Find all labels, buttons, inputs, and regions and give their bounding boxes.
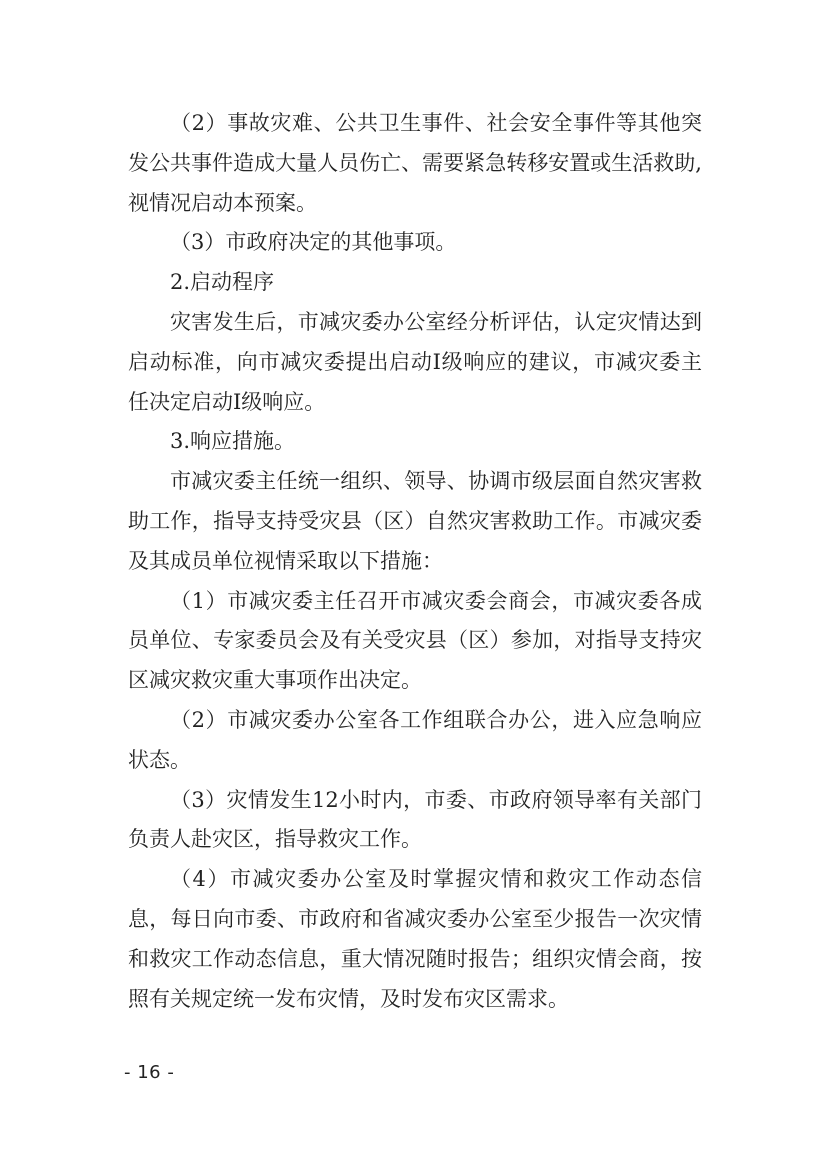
paragraph-response-overview: 市减灾委主任统一组织、领导、协调市级层面自然灾害救助工作，指导支持受灾县（区）自然灾害救助工作。市减灾委及其成员单位视情采取以下措施： [128, 469, 702, 573]
paragraph-measure-1: （1）市减灾委主任召开市减灾委会商会，市减灾委各成员单位、专家委员会及有关受灾县（区）参加，对指导支持灾区减灾救灾重大事项作出决定。 [128, 588, 702, 693]
section-heading-startup-procedure: 2.启动程序 [170, 270, 275, 295]
paragraph-disaster-events: （2）事故灾难、公共卫生事件、社会安全事件等其他突发公共事件造成大量人员伤亡、需要紧急转移安置或生活救助,视情况启动本预案。 [128, 111, 702, 215]
paragraph-measure-4: （4）市减灾委办公室及时掌握灾情和救灾工作动态信息，每日向市委、市政府和省减灾委办公室至少报告一次灾情和救灾工作动态信息，重大情况随时报告；组织灾情会商，按照有关规定统一发布灾情，及时发布灾区需求。 [128, 867, 702, 1011]
paragraph-other-matters: （3）市政府决定的其他事项。 [170, 230, 457, 255]
page-number: - 16 - [124, 1062, 175, 1083]
section-heading-response-measures: 3.响应措施。 [170, 429, 296, 454]
paragraph-measure-2: （2）市减灾委办公室各工作组联合办公，进入应急响应状态。 [128, 707, 702, 772]
paragraph-measure-3: （3）灾情发生12小时内，市委、市政府领导率有关部门负责人赴灾区，指导救灾工作。 [128, 787, 702, 852]
document-body [128, 104, 702, 1019]
paragraph-startup-procedure: 灾害发生后，市减灾委办公室经分析评估，认定灾情达到启动标准，向市减灾委提出启动Ⅰ级响应的建议，市减灾委主任决定启动Ⅰ级响应。 [128, 309, 702, 414]
